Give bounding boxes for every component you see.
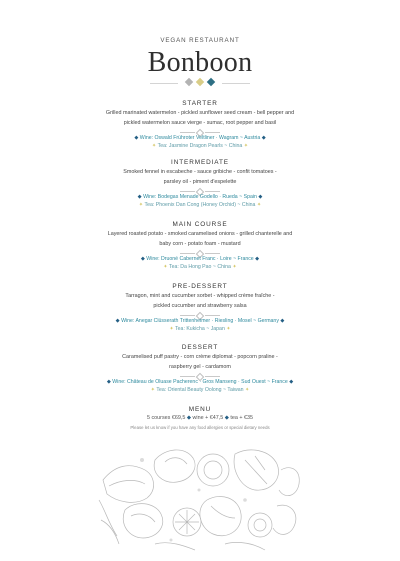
dish-line: pickled watermelon sauce vierge - sumac, root pepper and basil: [123, 120, 277, 126]
diamond-icon: ◆: [261, 135, 266, 141]
dish-line: Tarragon, mint and cucumber sorbet - whipped crème fraîche -: [125, 293, 275, 299]
teal-diamond-icon: [207, 78, 215, 86]
diamond-icon: ◆: [134, 135, 139, 141]
tea-text: Tea: Oriental Beauty Oolong ~ Taiwan: [156, 387, 244, 393]
diamond-icon: ◆: [140, 256, 145, 262]
star-icon: ✦: [226, 326, 231, 332]
wine-text: Wine: Oswald Frühroter Veltliner · Wagram ~ Austria: [139, 135, 261, 141]
star-icon: ✦: [151, 143, 157, 149]
dish-line: Layered roasted potato - smoked caramelised onions - grilled chanterelle and: [107, 231, 293, 237]
star-icon: ✦: [169, 326, 174, 332]
price-tea: tea + €35: [230, 415, 254, 421]
diamond-icon: ◆: [224, 415, 229, 421]
dish-line: Caramelised puff pastry - corn crème diplomat - popcorn praline -: [122, 354, 278, 360]
wine-pairing: [0, 193, 400, 201]
diamond-icon: ◆: [258, 194, 263, 200]
diamond-icon: ◆: [106, 379, 111, 385]
section-title-dessert: DESSERT: [181, 344, 219, 351]
section-title-intermediate: INTERMEDIATE: [171, 159, 229, 166]
diamond-icon: ◆: [289, 379, 294, 385]
wine-pairing: [0, 134, 400, 142]
tea-pairing: [0, 201, 400, 209]
ornament-line-right: [222, 83, 250, 84]
diamond-icon: ◆: [115, 318, 120, 324]
wine-pairing: [0, 317, 400, 325]
tea-pairing: [0, 142, 400, 150]
wine-pairing: [0, 255, 400, 263]
wine-text: Wine: Château de Oluase Pacherenc · Gros Manseng · Sud Ouest ~ France: [112, 379, 288, 385]
price-courses: 5 courses €69,5: [146, 415, 186, 421]
star-icon: ✦: [163, 264, 168, 270]
wine-text: Wine: Druoné Cabernet Franc · Loire ~ France: [146, 256, 254, 262]
wine-text: Wine: Bodegas Menade Godello · Rueda ~ Spain: [143, 194, 257, 200]
dish-line: pickled cucumber and strawberry salsa: [153, 303, 247, 309]
allergy-note: Please let us know if you have any food allergies or special dietary needs: [130, 425, 270, 430]
vegetable-sketch-illustration: [95, 440, 305, 555]
section-title-starter: STARTER: [182, 100, 218, 107]
dish-line: parsley oil - piment d'espelette: [163, 179, 237, 185]
star-icon: ✦: [243, 143, 249, 149]
grey-diamond-icon: [185, 78, 193, 86]
section-title-pre-dessert: PRE-DESSERT: [172, 283, 228, 290]
wine-text: Wine: Anegar Clüsserath Trittenheimer · Riesling · Mosel ~ Germany: [121, 318, 279, 324]
section-title-main-course: MAIN COURSE: [172, 221, 228, 228]
star-icon: ✦: [244, 387, 250, 393]
price-wine: wine + €47,5: [192, 415, 224, 421]
menu-prices: [0, 415, 400, 421]
star-icon: ✦: [256, 202, 262, 208]
wine-pairing: [0, 378, 400, 386]
tea-text: Tea: Da Hong Pao ~ China: [169, 264, 231, 270]
restaurant-tagline: VEGAN RESTAURANT: [160, 37, 240, 44]
star-icon: ✦: [150, 387, 156, 393]
diamond-icon: ◆: [280, 318, 285, 324]
tea-text: Tea: Phoenix Dan Cong (Honey Orchid) ~ China: [144, 202, 256, 208]
restaurant-name: Bonboon: [147, 47, 253, 78]
dish-line: Grilled marinated watermelon - pickled sunflower seed cream - bell pepper and: [105, 110, 295, 116]
menu-title: MENU: [188, 406, 212, 413]
dish-line: raspberry gel - cardamom: [169, 364, 231, 370]
gold-diamond-icon: [196, 78, 204, 86]
dish-line: baby corn - potato foam - mustard: [159, 241, 241, 247]
tea-text: Tea: Kukicha ~ Japan: [175, 326, 225, 332]
ornament-line-left: [150, 83, 178, 84]
tea-pairing: [0, 263, 400, 271]
star-icon: ✦: [138, 202, 144, 208]
star-icon: ✦: [232, 264, 237, 270]
tea-pairing: [0, 386, 400, 394]
dish-line: Smoked fennel in escabeche - sauce gribiche - confit tomatoes -: [123, 169, 277, 175]
tea-pairing: [0, 325, 400, 333]
diamond-icon: ◆: [255, 256, 260, 262]
tea-text: Tea: Jasmine Dragon Pearls ~ China: [157, 143, 243, 149]
diamond-icon: ◆: [137, 194, 142, 200]
header-ornament: [0, 78, 400, 90]
diamond-icon: ◆: [186, 415, 191, 421]
